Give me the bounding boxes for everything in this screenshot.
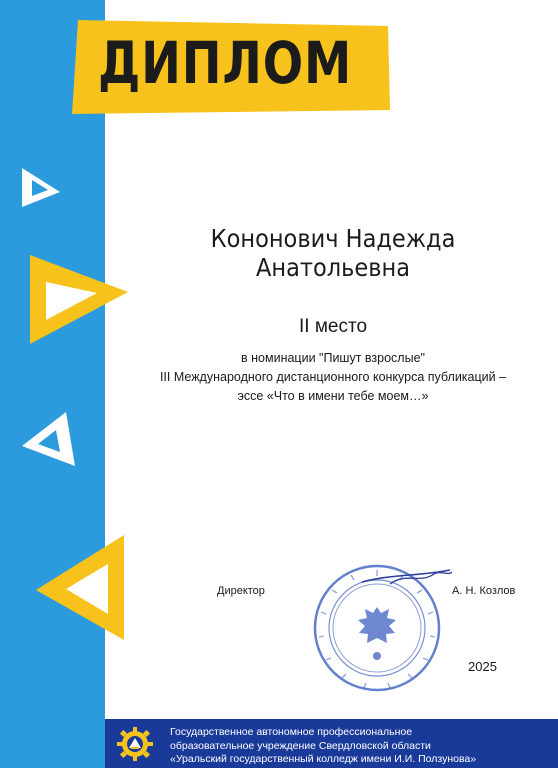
footer-line: Государственное автономное профессиональное xyxy=(170,726,413,738)
triangle-white-top xyxy=(22,168,60,207)
diploma-title: ДИПЛОМ xyxy=(98,29,353,97)
director-name: А. Н. Козлов xyxy=(452,585,516,597)
director-label: Директор xyxy=(217,585,265,597)
award-place: II место xyxy=(298,316,368,337)
college-logo-icon xyxy=(117,727,153,761)
footer-institution-text xyxy=(170,726,476,767)
recipient-name: Кононович Надежда Анатольевна xyxy=(210,224,456,282)
footer-line: образовательное учреждение Свердловской области xyxy=(170,739,431,752)
triangle-yellow-lower xyxy=(36,535,124,640)
triangle-white-middle xyxy=(22,412,75,466)
contest-text: III Международного дистанционного конкурса публикаций – xyxy=(159,370,507,384)
nomination-text: в номинации "Пишут взрослые" xyxy=(241,351,425,365)
footer-line: «Уральский государственный колледж имени И.И. Ползунова» xyxy=(170,753,477,765)
official-stamp-seal xyxy=(302,562,452,697)
footer-bar xyxy=(105,719,558,768)
essay-text: эссе «Что в имени тебе моем…» xyxy=(237,389,429,403)
issue-year: 2025 xyxy=(468,659,497,674)
